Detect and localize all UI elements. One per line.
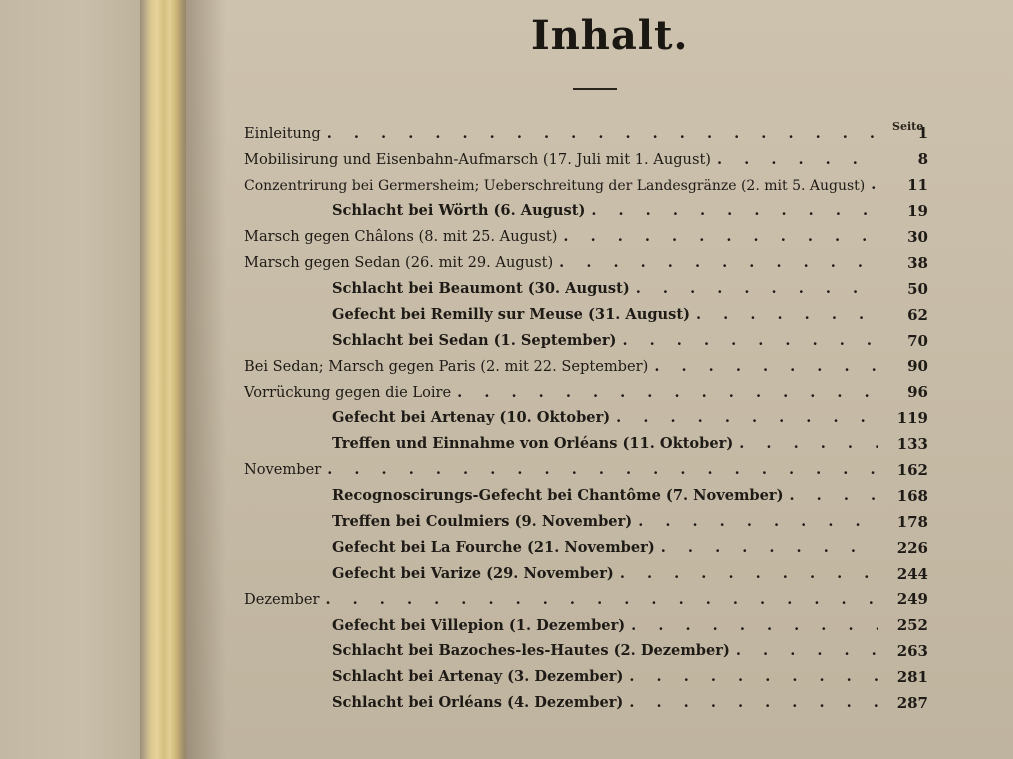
toc-page-number: 1: [917, 124, 928, 143]
page-column-label: Seite: [892, 120, 924, 133]
toc-entry: [244, 458, 928, 484]
dot-leader: [790, 489, 878, 504]
toc-entry: [244, 147, 928, 173]
dot-leader: [629, 696, 878, 711]
toc-entry-title: Dezember: [244, 590, 320, 608]
toc-entry: [244, 199, 928, 225]
toc-entry: [244, 250, 928, 276]
dot-leader: [717, 153, 878, 168]
dot-leader: [457, 386, 878, 401]
toc-entry-title: Einleitung: [244, 124, 321, 142]
toc-entry-title: Vorrückung gegen die Loire: [244, 383, 452, 401]
toc-page-number: 30: [907, 228, 928, 246]
dot-leader: [563, 230, 878, 245]
dot-leader: [736, 644, 878, 659]
toc-entry-title: Treffen und Einnahme von Orléans (11. Oktober): [332, 435, 734, 453]
toc-entry-title: Treffen bei Coulmiers (9. November): [332, 513, 633, 530]
toc-entry-title: Gefecht bei Varize (29. November): [332, 564, 614, 582]
toc-entry-title: Schlacht bei Artenay (3. Dezember): [332, 668, 624, 686]
previous-page: [0, 0, 140, 759]
toc-entry-title: Schlacht bei Wörth (6. August): [332, 202, 586, 220]
toc-entry: [244, 665, 928, 691]
title-divider: [573, 88, 617, 90]
toc-page-number: 249: [896, 590, 928, 609]
toc-page-number: 19: [907, 202, 928, 221]
table-of-contents: [244, 121, 928, 716]
gutter-shadow: [186, 0, 226, 759]
dot-leader: [661, 541, 878, 556]
toc-entry: [244, 328, 928, 354]
toc-page-number: 168: [896, 486, 928, 505]
toc-entry: [244, 613, 928, 639]
toc-entry: [244, 354, 928, 380]
toc-entry: [244, 639, 928, 665]
contents-page: [186, 0, 1013, 759]
toc-entry: [244, 302, 928, 328]
toc-page-number: 133: [896, 435, 928, 454]
toc-page-number: 244: [896, 564, 928, 583]
toc-entry-title: Recognoscirungs-Gefecht bei Chantôme (7. November): [332, 487, 784, 505]
dot-leader: [631, 619, 878, 634]
toc-page-number: 226: [896, 538, 928, 557]
dot-leader: [327, 127, 878, 142]
toc-entry-title: Conzentrirung bei Germersheim; Ueberschreitung der Landesgränze (2. mit 5. August): [244, 177, 866, 194]
toc-entry: [244, 691, 928, 717]
toc-entry-title: Gefecht bei Artenay (10. Oktober): [332, 409, 611, 427]
toc-page-number: 281: [896, 668, 928, 687]
toc-entry-title: Schlacht bei Orléans (4. Dezember): [332, 694, 624, 712]
toc-page-number: 263: [896, 642, 928, 661]
toc-page-number: 11: [907, 176, 928, 195]
dot-leader: [871, 178, 878, 193]
dot-leader: [559, 256, 878, 271]
toc-entry-title: Gefecht bei Remilly sur Meuse (31. August): [332, 305, 691, 323]
toc-entry-title: Schlacht bei Beaumont (30. August): [332, 279, 630, 297]
dot-leader: [622, 334, 878, 349]
toc-page-number: 38: [907, 253, 928, 272]
toc-entry: [244, 561, 928, 587]
toc-entry: [244, 509, 928, 535]
toc-entry: [244, 535, 928, 561]
toc-entry-title: Gefecht bei La Fourche (21. November): [332, 538, 655, 556]
toc-page-number: 178: [896, 512, 928, 531]
toc-entry-title: Mobilisirung und Eisenbahn-Aufmarsch (17. Juli mit 1. August): [244, 150, 711, 168]
toc-entry-title: Schlacht bei Bazoches-les-Hautes (2. Dezember): [332, 642, 730, 660]
dot-leader: [636, 282, 878, 297]
toc-entry: [244, 483, 928, 509]
toc-entry-title: November: [244, 461, 322, 479]
dot-leader: [696, 308, 878, 323]
toc-entry: [244, 406, 928, 432]
toc-entry-title: Marsch gegen Châlons (8. mit 25. August): [244, 228, 558, 246]
dot-leader: [638, 515, 878, 530]
toc-entry-title: Gefecht bei Villepion (1. Dezember): [332, 616, 626, 634]
toc-page-number: 119: [896, 409, 928, 428]
dot-leader: [620, 567, 878, 582]
toc-page-number: 287: [896, 694, 928, 713]
dot-leader: [616, 411, 878, 426]
toc-entry: [244, 225, 928, 251]
toc-entry: [244, 432, 928, 458]
page-title: Inhalt.: [531, 12, 689, 59]
toc-entry-title: Schlacht bei Sedan (1. September): [332, 331, 617, 349]
toc-page-number: 70: [907, 331, 928, 350]
toc-entry-title: Bei Sedan; Marsch gegen Paris (2. mit 22. September): [244, 357, 649, 375]
toc-page-number: 96: [907, 383, 928, 402]
toc-entry: [244, 173, 928, 199]
dot-leader: [739, 437, 878, 452]
toc-entry: [244, 587, 928, 613]
toc-page-number: 50: [907, 279, 928, 298]
dot-leader: [325, 593, 878, 608]
toc-entry-title: Marsch gegen Sedan (26. mit 29. August): [244, 254, 554, 272]
toc-page-number: 90: [907, 357, 928, 376]
toc-page-number: 162: [896, 461, 928, 480]
toc-page-number: 8: [917, 150, 928, 169]
dot-leader: [654, 360, 878, 375]
book-spine: [140, 0, 188, 759]
dot-leader: [327, 463, 878, 478]
toc-page-number: 252: [896, 616, 928, 635]
toc-entry: [244, 276, 928, 302]
dot-leader: [629, 670, 878, 685]
toc-entry: [244, 121, 928, 147]
toc-entry: [244, 380, 928, 406]
dot-leader: [591, 204, 878, 219]
toc-page-number: 62: [907, 305, 928, 324]
